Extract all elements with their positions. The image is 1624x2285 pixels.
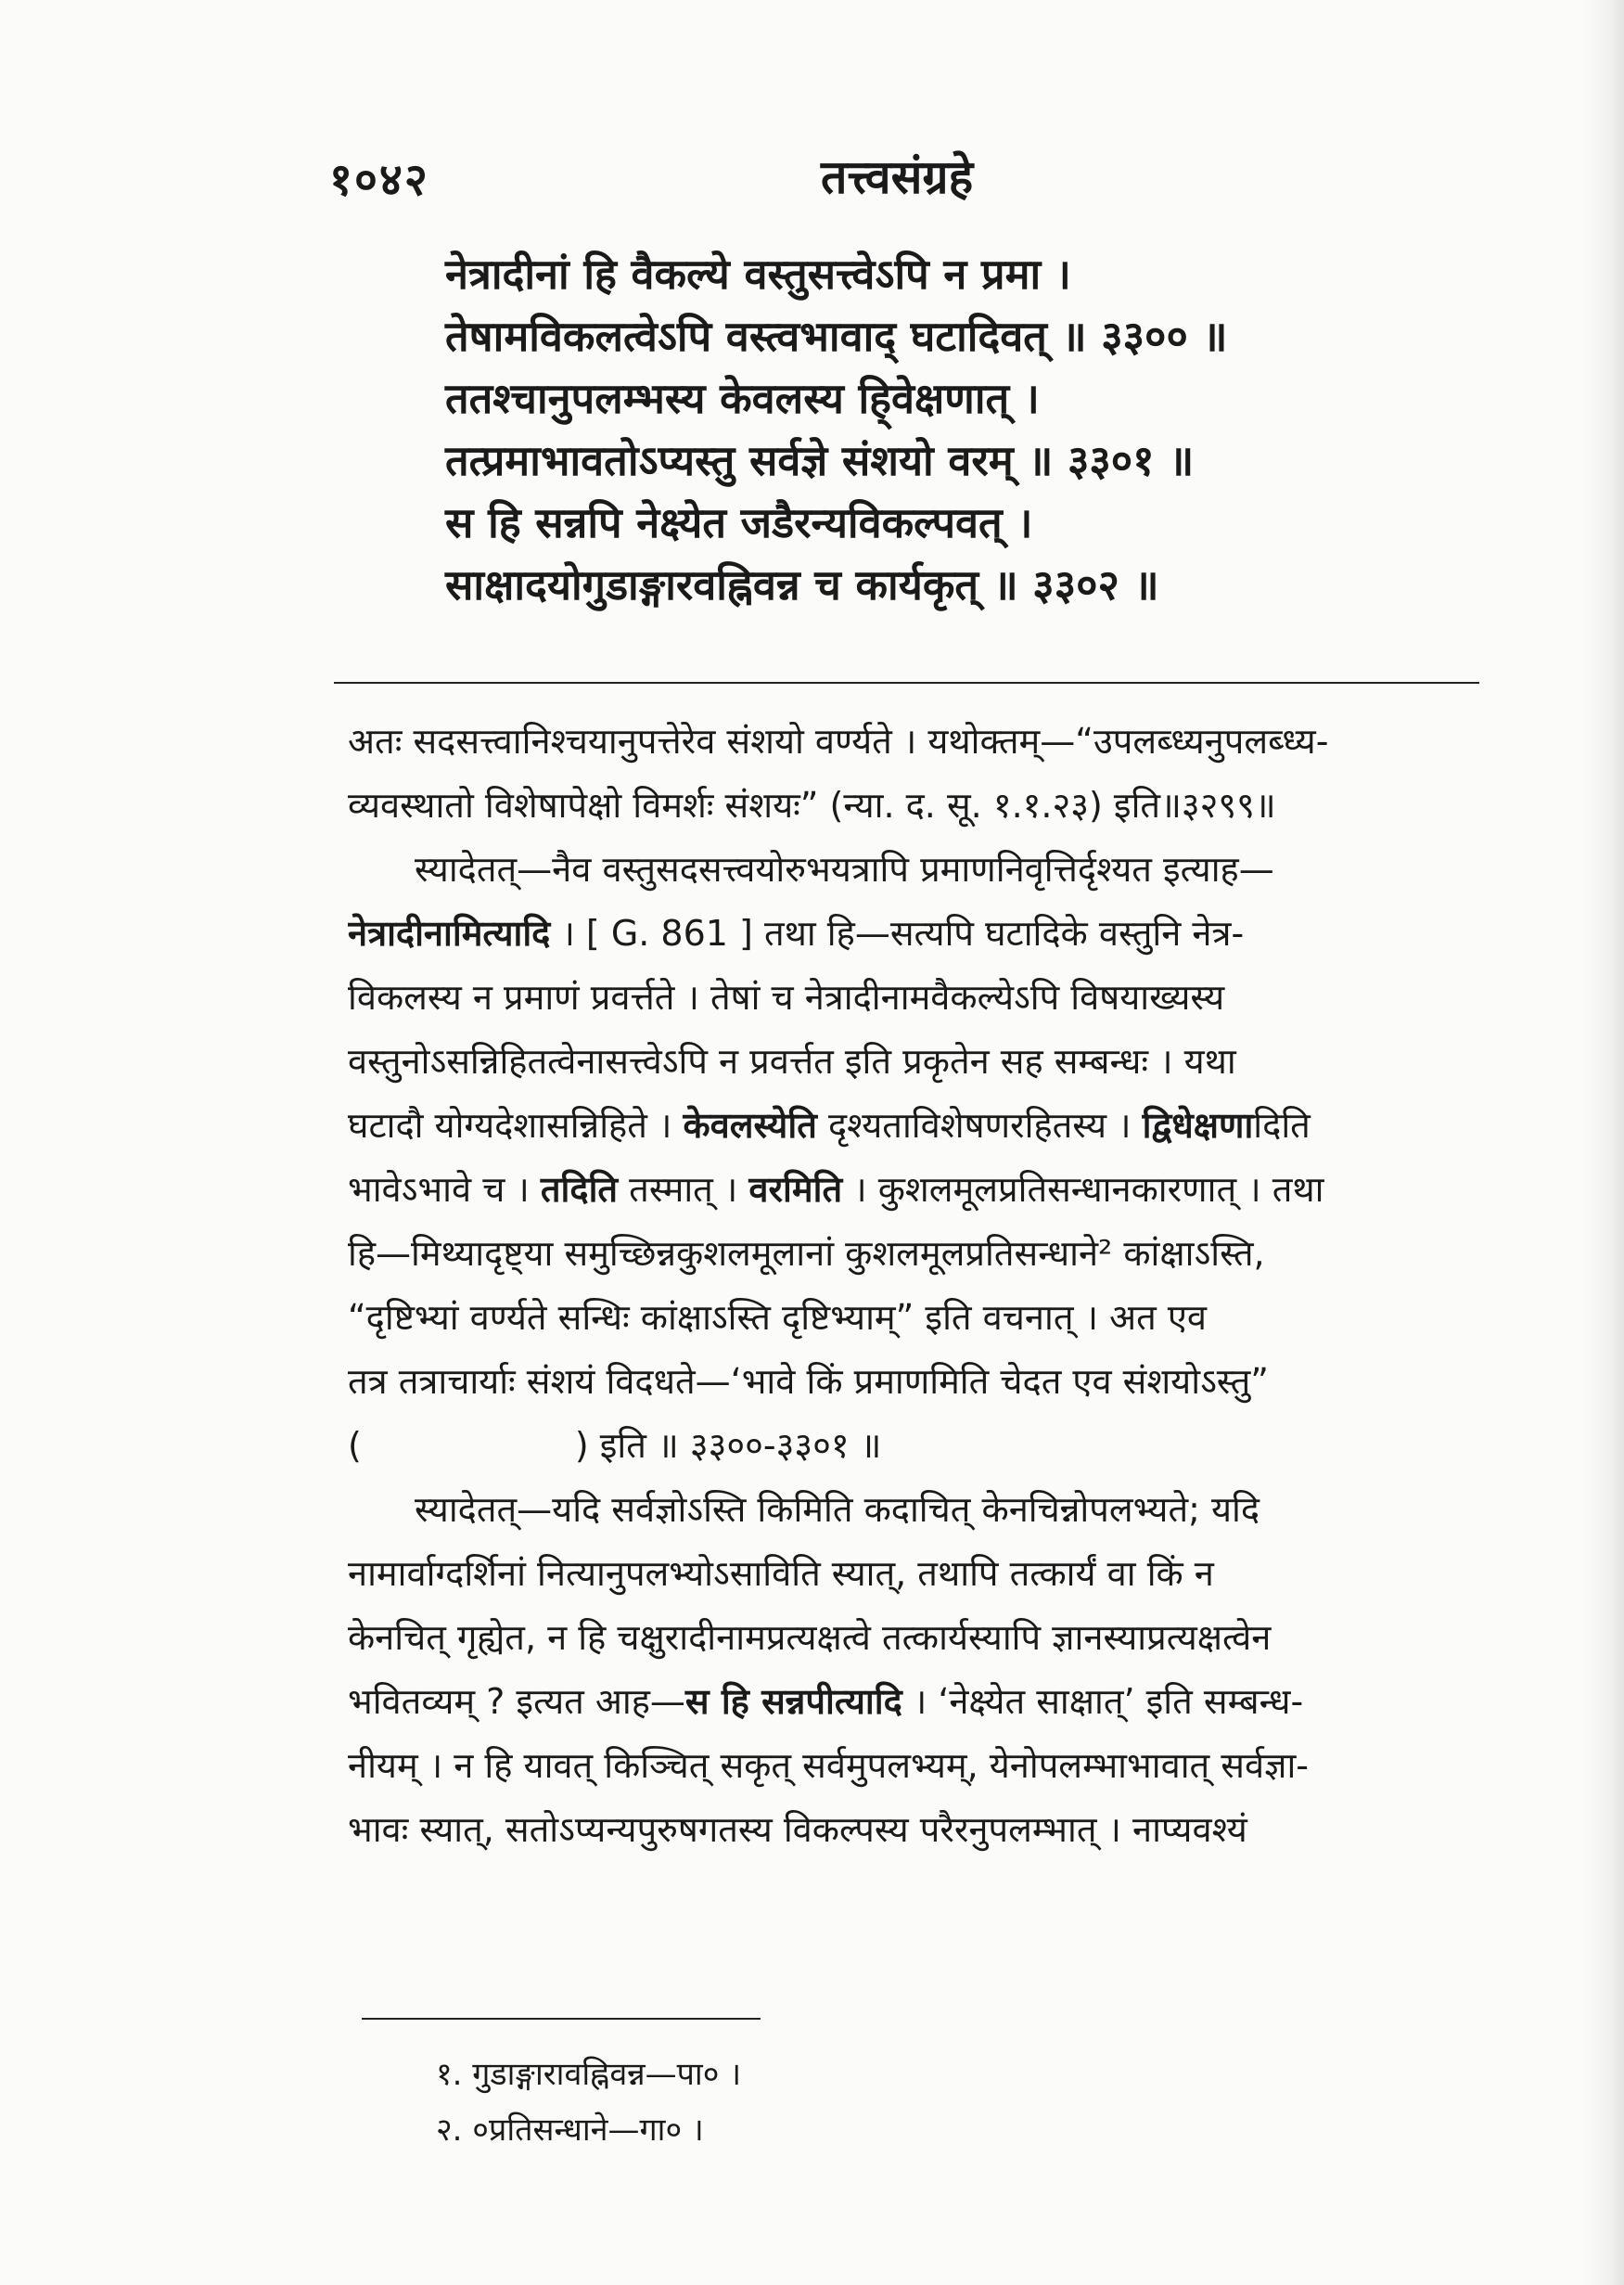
footnotes-block	[436, 2047, 1178, 2158]
verse-line: तत्प्रमाभावतोऽप्यस्तु सर्वज्ञे संशयो वरम् ॥ ३३०१ ॥	[445, 436, 1195, 485]
open-paren: (	[348, 1425, 362, 1466]
lemma-bold: स हि सन्नपीत्यादि	[684, 1681, 902, 1722]
commentary-line: वस्तुनोऽसन्निहितत्वेनासत्त्वेऽपि न प्रवर्त्तत इति प्रकृतेन सह सम्बन्धः । यथा	[348, 1041, 1236, 1082]
commentary-text: भावेऽभावे च ।	[348, 1169, 541, 1210]
lemma-bold: तदिति	[540, 1169, 619, 1210]
verse-line: ततश्चानुपलम्भस्य केवलस्य हि्वेक्षणात् ।	[445, 374, 1040, 423]
lemma-bold: वरमिति	[748, 1169, 843, 1210]
commentary-line: विकलस्य न प्रमाणं प्रवर्त्तते । तेषां च नेत्रादीनामवैकल्येऽपि विषयाख्यस्य	[348, 977, 1225, 1018]
commentary-line: स्यादेतत्—नैव वस्तुसदसत्त्वयोरुभयत्रापि प्रमाणनिवृत्तिर्दृश्यत इत्याह—	[415, 849, 1274, 890]
commentary-text: दृश्यताविशेषणरहितस्य ।	[816, 1105, 1143, 1146]
verse-line: नेत्रादीनां हि वैकल्ये वस्तुसत्त्वेऽपि न प्रमा ।	[445, 250, 1071, 299]
commentary-line	[348, 902, 1489, 966]
commentary-text: घटादौ योग्यदेशासन्निहिते ।	[348, 1105, 684, 1146]
lemma-bold: नेत्रादीनामित्यादि	[348, 913, 551, 954]
verse-separator-rule	[334, 682, 1479, 684]
commentary-line: भावः स्यात्, सतोऽप्यन्यपुरुषगतस्य विकल्पस्य परैरनुपलम्भात् । नाप्यवश्यं	[348, 1809, 1247, 1850]
page-number: १०४२	[329, 154, 429, 206]
commentary-line: केनचित् गृह्येत, न हि चक्षुरादीनामप्रत्यक्षत्वे तत्कार्यस्यापि ज्ञानस्याप्रत्यक्षत्वेन	[348, 1617, 1272, 1658]
verse-block	[445, 243, 1512, 616]
commentary-line: व्यवस्थातो विशेषापेक्षो विमर्शः संशयः” (न्या. द. सू. १.१.२३) इति॥३२९९॥	[348, 785, 1276, 826]
footnote-separator-rule	[362, 2018, 761, 2020]
commentary-text: । ‘नेक्ष्येत साक्षात्’ इति सम्बन्ध-	[902, 1681, 1304, 1722]
commentary-line: नीयम् । न हि यावत् किञ्चित् सकृत् सर्वमुपलभ्यम्, येनोपलम्भाभावात् सर्वज्ञा-	[348, 1745, 1310, 1786]
commentary-line	[348, 1414, 1489, 1478]
verse-line: साक्षादयोगुडाङ्गारवह्निवन्न च कार्यकृत् ॥ ३३०२ ॥	[445, 560, 1159, 610]
commentary-text: दिति	[1253, 1105, 1311, 1146]
commentary-line: अतः सदसत्त्वानिश्चयानुपत्तेरेव संशयो वर्ण्यते । यथोक्तम्—“उपलब्ध्यनुपलब्ध्य-	[348, 721, 1329, 762]
footnote: २. ०प्रतिसन्धाने—गा० ।	[436, 2112, 704, 2149]
commentary-line	[348, 1670, 1489, 1734]
lemma-bold: द्विधेक्षणा	[1142, 1105, 1254, 1146]
page-edge-shadow	[1583, 0, 1624, 2285]
commentary-line	[348, 1094, 1489, 1158]
commentary-text: । कुशलमूलप्रतिसन्धानकारणात् । तथा	[842, 1169, 1324, 1210]
verse-line: तेषामविकलत्वेऽपि वस्त्वभावाद् घटादिवत् ॥ ३३०० ॥	[445, 312, 1228, 361]
commentary-line	[348, 1158, 1489, 1222]
commentary-text: तस्मात् ।	[618, 1169, 749, 1210]
commentary-text: ) इति ॥ ३३००-३३०१ ॥	[574, 1425, 882, 1466]
commentary-line: “दृष्टिभ्यां वर्ण्यते सन्धिः कांक्षाऽस्ति दृष्टिभ्याम्” इति वचनात् । अत एव	[348, 1297, 1207, 1338]
running-title: तत्त्वसंग्रहे	[821, 150, 974, 204]
commentary-block	[348, 710, 1489, 1862]
commentary-line: तत्र तत्राचार्याः संशयं विदधते—‘भावे किं प्रमाणमिति चेदत एव संशयोऽस्तु”	[348, 1361, 1269, 1402]
commentary-line: नामार्वाग्दर्शिनां नित्यानुपलभ्योऽसाविति स्यात्, तथापि तत्कार्यं वा किं न	[348, 1553, 1214, 1594]
commentary-text: । [ G. 861 ] तथा हि—सत्यपि घटादिके वस्तुनि नेत्र-	[550, 913, 1245, 954]
lemma-bold: केवलस्येति	[683, 1105, 817, 1146]
verse-line: स हि सन्नपि नेक्ष्येत जडैरन्यविकल्पवत् ।	[445, 498, 1033, 547]
commentary-text: भवितव्यम् ? इत्यत आह—	[348, 1681, 685, 1722]
commentary-line: स्यादेतत्—यदि सर्वज्ञोऽस्ति किमिति कदाचित् केनचिन्नोपलभ्यते; यदि	[415, 1489, 1260, 1530]
footnote: १. गुडाङ्गारावह्निवन्न—पा० ।	[436, 2056, 742, 2093]
commentary-line: हि—मिथ्यादृष्ट्या समुच्छिन्नकुशलमूलानां कुशलमूलप्रतिसन्धाने² कांक्षाऽस्ति,	[348, 1233, 1265, 1274]
